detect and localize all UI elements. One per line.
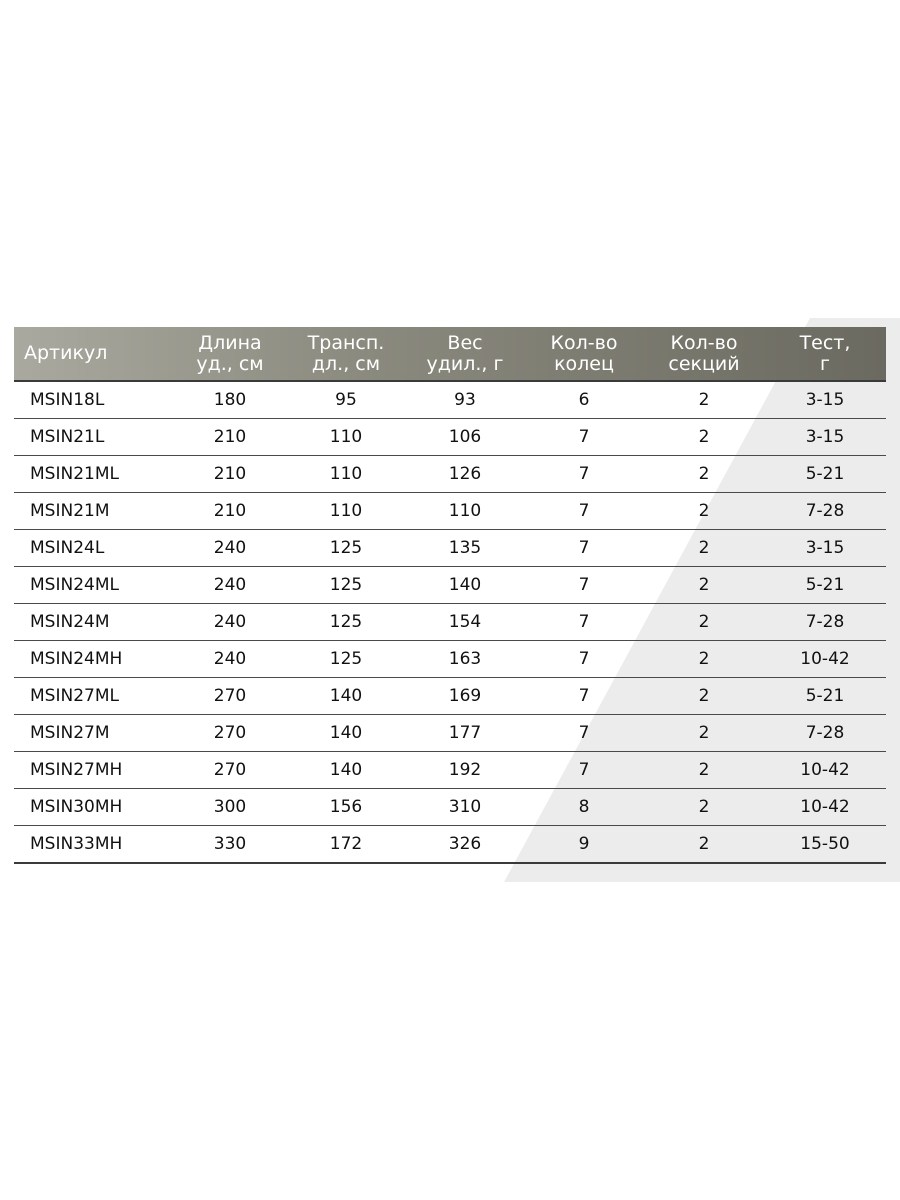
- cell-length: 270: [174, 752, 286, 789]
- cell-article: MSIN30MH: [14, 789, 174, 826]
- table-row: [14, 456, 886, 493]
- cell-rings: 7: [524, 715, 644, 752]
- header-row: [14, 327, 886, 381]
- cell-length: 240: [174, 604, 286, 641]
- header-transport-length-line-1: Трансп.: [307, 331, 385, 354]
- table-row: [14, 567, 886, 604]
- header-length-line-2: уд., см: [196, 352, 264, 375]
- cell-test: 5-21: [764, 456, 886, 493]
- cell-article: MSIN24MH: [14, 641, 174, 678]
- cell-weight: 126: [406, 456, 524, 493]
- cell-sections: 2: [644, 381, 764, 419]
- cell-weight: 163: [406, 641, 524, 678]
- table-row: [14, 419, 886, 456]
- cell-transport-length: 125: [286, 567, 406, 604]
- header-sections: [644, 327, 764, 381]
- cell-weight: 154: [406, 604, 524, 641]
- cell-sections: 2: [644, 419, 764, 456]
- header-article: [14, 327, 174, 381]
- header-test-line-2: г: [820, 352, 830, 375]
- cell-weight: 135: [406, 530, 524, 567]
- cell-rings: 7: [524, 678, 644, 715]
- cell-rings: 7: [524, 567, 644, 604]
- header-test-line-1: Тест,: [799, 331, 851, 354]
- cell-weight: 140: [406, 567, 524, 604]
- table-row: [14, 789, 886, 826]
- cell-transport-length: 95: [286, 381, 406, 419]
- table-row: [14, 641, 886, 678]
- cell-sections: 2: [644, 678, 764, 715]
- cell-weight: 110: [406, 493, 524, 530]
- cell-article: MSIN24L: [14, 530, 174, 567]
- table-row: [14, 752, 886, 789]
- table-row: [14, 826, 886, 864]
- cell-rings: 7: [524, 419, 644, 456]
- cell-transport-length: 125: [286, 530, 406, 567]
- header-rings: [524, 327, 644, 381]
- header-length: [174, 327, 286, 381]
- spec-table: [14, 327, 886, 864]
- header-sections-line-2: секций: [668, 352, 740, 375]
- cell-sections: 2: [644, 641, 764, 678]
- cell-article: MSIN27ML: [14, 678, 174, 715]
- cell-article: MSIN21M: [14, 493, 174, 530]
- header-transport-length-line-2: дл., см: [311, 352, 381, 375]
- cell-transport-length: 172: [286, 826, 406, 864]
- cell-test: 7-28: [764, 715, 886, 752]
- cell-rings: 7: [524, 604, 644, 641]
- cell-test: 3-15: [764, 530, 886, 567]
- cell-sections: 2: [644, 604, 764, 641]
- cell-weight: 310: [406, 789, 524, 826]
- cell-sections: 2: [644, 493, 764, 530]
- cell-rings: 6: [524, 381, 644, 419]
- cell-sections: 2: [644, 789, 764, 826]
- table-row: [14, 530, 886, 567]
- cell-transport-length: 110: [286, 419, 406, 456]
- cell-length: 270: [174, 715, 286, 752]
- cell-length: 210: [174, 493, 286, 530]
- cell-sections: 2: [644, 826, 764, 864]
- cell-test: 7-28: [764, 493, 886, 530]
- cell-sections: 2: [644, 530, 764, 567]
- cell-test: 5-21: [764, 567, 886, 604]
- cell-test: 3-15: [764, 381, 886, 419]
- cell-weight: 93: [406, 381, 524, 419]
- cell-test: 5-21: [764, 678, 886, 715]
- cell-sections: 2: [644, 456, 764, 493]
- cell-rings: 8: [524, 789, 644, 826]
- cell-weight: 106: [406, 419, 524, 456]
- cell-test: 10-42: [764, 752, 886, 789]
- cell-test: 10-42: [764, 641, 886, 678]
- cell-article: MSIN21L: [14, 419, 174, 456]
- header-article-line-1: Артикул: [24, 342, 108, 364]
- cell-length: 300: [174, 789, 286, 826]
- cell-article: MSIN18L: [14, 381, 174, 419]
- header-transport-length: [286, 327, 406, 381]
- table-row: [14, 678, 886, 715]
- cell-length: 240: [174, 530, 286, 567]
- cell-length: 210: [174, 456, 286, 493]
- cell-length: 240: [174, 641, 286, 678]
- cell-transport-length: 125: [286, 641, 406, 678]
- header-rings-line-2: колец: [554, 352, 614, 375]
- table-row: [14, 715, 886, 752]
- cell-article: MSIN24ML: [14, 567, 174, 604]
- cell-transport-length: 110: [286, 493, 406, 530]
- table-header: [14, 327, 886, 381]
- header-sections-line-1: Кол-во: [670, 331, 738, 354]
- cell-length: 240: [174, 567, 286, 604]
- cell-rings: 7: [524, 641, 644, 678]
- cell-length: 210: [174, 419, 286, 456]
- cell-rings: 7: [524, 456, 644, 493]
- header-weight-line-2: удил., г: [426, 352, 504, 375]
- cell-test: 7-28: [764, 604, 886, 641]
- header-length-line-1: Длина: [198, 331, 262, 354]
- cell-rings: 7: [524, 530, 644, 567]
- cell-test: 15-50: [764, 826, 886, 864]
- cell-article: MSIN27M: [14, 715, 174, 752]
- table-row: [14, 381, 886, 419]
- cell-transport-length: 125: [286, 604, 406, 641]
- cell-test: 10-42: [764, 789, 886, 826]
- cell-transport-length: 156: [286, 789, 406, 826]
- cell-transport-length: 110: [286, 456, 406, 493]
- cell-article: MSIN24M: [14, 604, 174, 641]
- header-weight: [406, 327, 524, 381]
- table-row: [14, 604, 886, 641]
- header-rings-line-1: Кол-во: [550, 331, 618, 354]
- cell-rings: 7: [524, 493, 644, 530]
- cell-weight: 326: [406, 826, 524, 864]
- cell-rings: 7: [524, 752, 644, 789]
- cell-weight: 192: [406, 752, 524, 789]
- cell-sections: 2: [644, 752, 764, 789]
- header-test: [764, 327, 886, 381]
- cell-sections: 2: [644, 567, 764, 604]
- table-body: [14, 381, 886, 863]
- table-row: [14, 493, 886, 530]
- cell-article: MSIN21ML: [14, 456, 174, 493]
- cell-transport-length: 140: [286, 715, 406, 752]
- cell-article: MSIN27MH: [14, 752, 174, 789]
- header-weight-line-1: Вес: [447, 331, 483, 354]
- cell-length: 330: [174, 826, 286, 864]
- cell-transport-length: 140: [286, 678, 406, 715]
- cell-length: 270: [174, 678, 286, 715]
- cell-article: MSIN33MH: [14, 826, 174, 864]
- cell-weight: 177: [406, 715, 524, 752]
- cell-transport-length: 140: [286, 752, 406, 789]
- cell-length: 180: [174, 381, 286, 419]
- cell-rings: 9: [524, 826, 644, 864]
- cell-test: 3-15: [764, 419, 886, 456]
- cell-sections: 2: [644, 715, 764, 752]
- cell-weight: 169: [406, 678, 524, 715]
